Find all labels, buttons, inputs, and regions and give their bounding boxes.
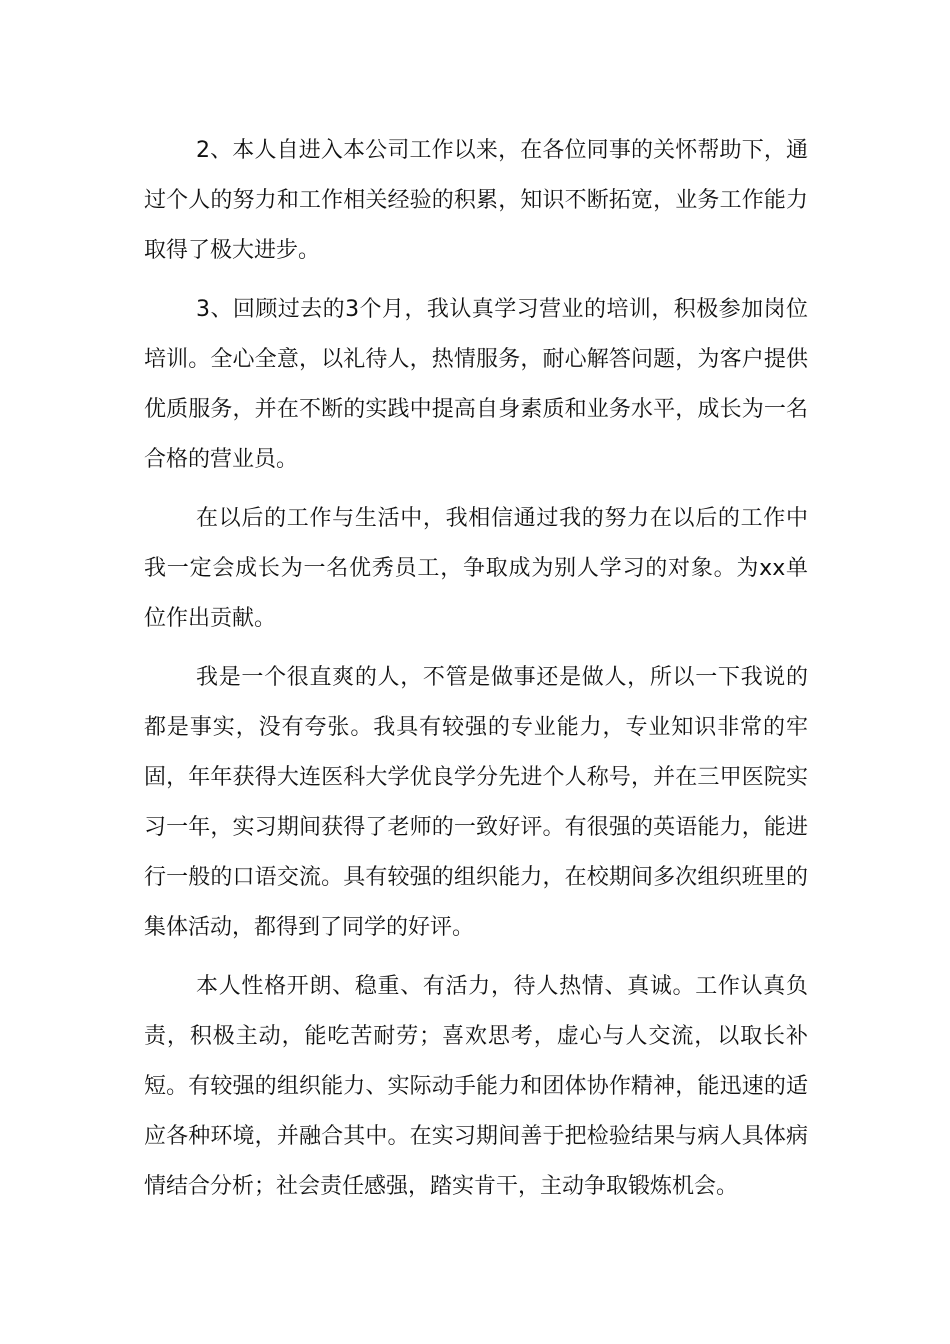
paragraph-5: 本人性格开朗、稳重、有活力，待人热情、真诚。工作认真负责，积极主动，能吃苦耐劳；喜欢思考，虚心与人交流，以取长补短。有较强的组织能力、实际动手能力和团体协作精神，能迅速的适应各种环境，并融合其中。在实习期间善于把检验结果与病人具体病情结合分析；社会责任感强，踏实肯干，主动争取锻炼机会。 bbox=[144, 974, 808, 1199]
paragraph-2: 3、回顾过去的3个月，我认真学习营业的培训，积极参加岗位培训。全心全意，以礼待人，热情服务，耐心解答问题，为客户提供优质服务，并在不断的实践中提高自身素质和业务水平，成长为一名合格的营业员。 bbox=[144, 297, 808, 472]
paragraph-1: 2、本人自进入本公司工作以来，在各位同事的关怀帮助下，通过个人的努力和工作相关经验的积累，知识不断拓宽，业务工作能力取得了极大进步。 bbox=[144, 138, 808, 263]
document-body bbox=[144, 126, 808, 1221]
paragraph-3: 在以后的工作与生活中，我相信通过我的努力在以后的工作中我一定会成长为一名优秀员工，争取成为别人学习的对象。为xx单位作出贡献。 bbox=[144, 506, 808, 631]
paragraph-4: 我是一个很直爽的人，不管是做事还是做人，所以一下我说的都是事实，没有夸张。我具有较强的专业能力，专业知识非常的牢固，年年获得大连医科大学优良学分先进个人称号，并在三甲医院实习一年，实习期间获得了老师的一致好评。有很强的英语能力，能进行一般的口语交流。具有较强的组织能力，在校期间多次组织班里的集体活动，都得到了同学的好评。 bbox=[144, 665, 808, 940]
